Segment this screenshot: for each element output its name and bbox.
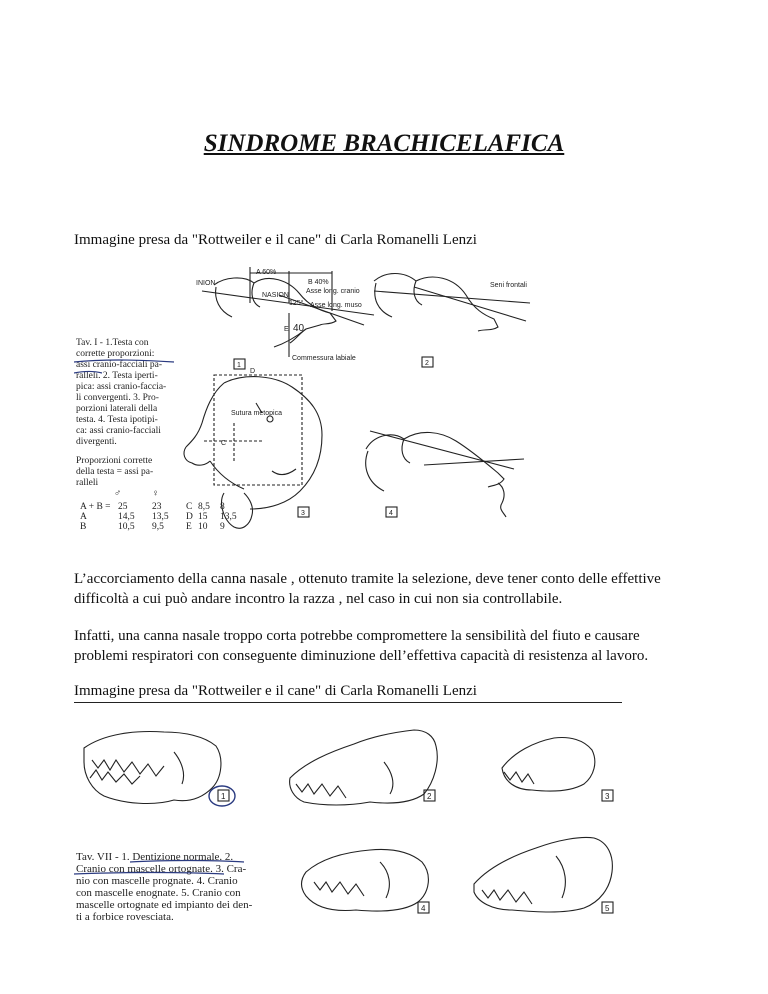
table-cell: 25 bbox=[118, 502, 128, 512]
label-suture: Sutura metopica bbox=[231, 410, 282, 417]
figure-skull-dentition bbox=[74, 722, 632, 928]
legend-line: assi cranio-facciali pa- bbox=[76, 360, 162, 370]
skull-sketch-1 bbox=[84, 732, 235, 806]
table-header-female: ♀ bbox=[152, 489, 160, 499]
legend-line: con mascelle enognate. 5. Cranio con bbox=[76, 887, 241, 899]
legend-line: pica: assi cranio-faccia- bbox=[76, 382, 167, 392]
label-sinus: Seni frontali bbox=[490, 282, 527, 289]
figure-number: 3 bbox=[301, 510, 305, 517]
figure-number: 2 bbox=[425, 360, 429, 367]
skull-sketch-2 bbox=[290, 730, 438, 805]
figure-number: 3 bbox=[605, 792, 610, 801]
legend-line: testa. 4. Testa ipotipi- bbox=[76, 415, 158, 425]
label-angle: 125° bbox=[289, 300, 304, 307]
legend-line: corrette proporzioni: bbox=[76, 349, 155, 359]
table-cell: B bbox=[80, 522, 87, 532]
table-cell: 10 bbox=[198, 522, 208, 532]
label-nasion: NASION bbox=[262, 292, 289, 299]
legend-line: Cranio con mascelle ortognate. 3. Cra- bbox=[76, 863, 247, 875]
table-cell: 10,5 bbox=[118, 522, 135, 532]
label-e: E bbox=[284, 326, 289, 333]
legend-line: Tav. I - 1.Testa con bbox=[76, 338, 149, 348]
legend-line: mascelle ortognate ed impianto dei den- bbox=[76, 899, 253, 911]
figure-number: 1 bbox=[237, 362, 241, 369]
proportion-line: Proporzioni corrette bbox=[76, 456, 153, 466]
proportion-line: della testa = assi pa- bbox=[76, 467, 154, 477]
skull-sketch-4 bbox=[302, 850, 430, 914]
label-commissure: Commessura labiale bbox=[292, 355, 356, 362]
legend-line: ralleli. 2. Testa iperti- bbox=[76, 371, 158, 381]
paragraph-1: L’accorciamento della canna nasale , ottenuto tramite la selezione, deve tener conto delle effettive difficoltà a cui può andare incontro la razza , nel caso in cui non sia controllabile. bbox=[74, 571, 661, 607]
table-cell: E bbox=[186, 522, 192, 532]
table-cell: 9,5 bbox=[152, 522, 164, 532]
proportion-line: ralleli bbox=[76, 478, 99, 488]
figure-head-proportions bbox=[74, 263, 533, 539]
paragraph-2: Infatti, una canna nasale troppo corta potrebbe compromettere la sensibilità del fiuto e causare problemi respiratori con conseguente diminuzione dell’effettiva capacità di resistenza al lavoro. bbox=[74, 628, 649, 664]
table-header-male: ♂ bbox=[114, 489, 122, 499]
figure-number: 5 bbox=[605, 904, 610, 913]
table-cell: A bbox=[80, 512, 87, 522]
figure-number: 1 bbox=[221, 792, 226, 801]
table-cell: C bbox=[186, 502, 193, 512]
figure-number: 4 bbox=[421, 904, 426, 913]
label-skull-axis: Asse long. cranio bbox=[306, 288, 360, 295]
label-inion: INION bbox=[196, 280, 216, 287]
label-c: C bbox=[221, 440, 227, 447]
label-e-value: 40 bbox=[293, 323, 305, 334]
dog-head-sketch-4 bbox=[366, 431, 524, 517]
legend-line: Tav. VII - 1. Dentizione normale. 2. bbox=[76, 851, 234, 863]
divider bbox=[74, 702, 622, 703]
table-cell: 15 bbox=[198, 512, 208, 522]
figure-number: 2 bbox=[427, 792, 432, 801]
figure-number: 4 bbox=[389, 510, 393, 517]
image-caption-1: Immagine presa da "Rottweiler e il cane" di Carla Romanelli Lenzi bbox=[74, 232, 477, 248]
label-a: A 60% bbox=[256, 269, 277, 276]
label-muzzle-axis: Asse long. muso bbox=[310, 302, 362, 309]
legend-line: ti a forbice rovesciata. bbox=[76, 911, 174, 923]
table-cell: D bbox=[186, 512, 193, 522]
skull-sketch-3 bbox=[502, 738, 613, 802]
dog-head-sketch-1 bbox=[202, 267, 374, 369]
page-title: SINDROME BRACHICELAFICA bbox=[203, 130, 565, 157]
table-cell: 8,5 bbox=[198, 502, 210, 512]
table-cell: 13,5 bbox=[152, 512, 169, 522]
table-cell: A + B = bbox=[80, 502, 111, 512]
table-cell: 14,5 bbox=[118, 512, 135, 522]
label-b: B 40% bbox=[308, 279, 329, 286]
legend-line: divergenti. bbox=[76, 437, 117, 447]
legend-line: ca: assi cranio-facciali bbox=[76, 426, 161, 436]
legend-line: porzioni laterali della bbox=[76, 404, 158, 414]
table-cell: 8 bbox=[220, 502, 225, 512]
label-d: D bbox=[250, 368, 256, 375]
legend-line: nio con mascelle prognate. 4. Cranio bbox=[76, 875, 238, 887]
table-cell: 9 bbox=[220, 522, 225, 532]
legend-line: li convergenti. 3. Pro- bbox=[76, 393, 159, 403]
table-cell: 13,5 bbox=[220, 512, 237, 522]
image-caption-2: Immagine presa da "Rottweiler e il cane" di Carla Romanelli Lenzi bbox=[74, 683, 477, 699]
table-cell: 23 bbox=[152, 502, 162, 512]
skull-sketch-5 bbox=[474, 837, 613, 913]
